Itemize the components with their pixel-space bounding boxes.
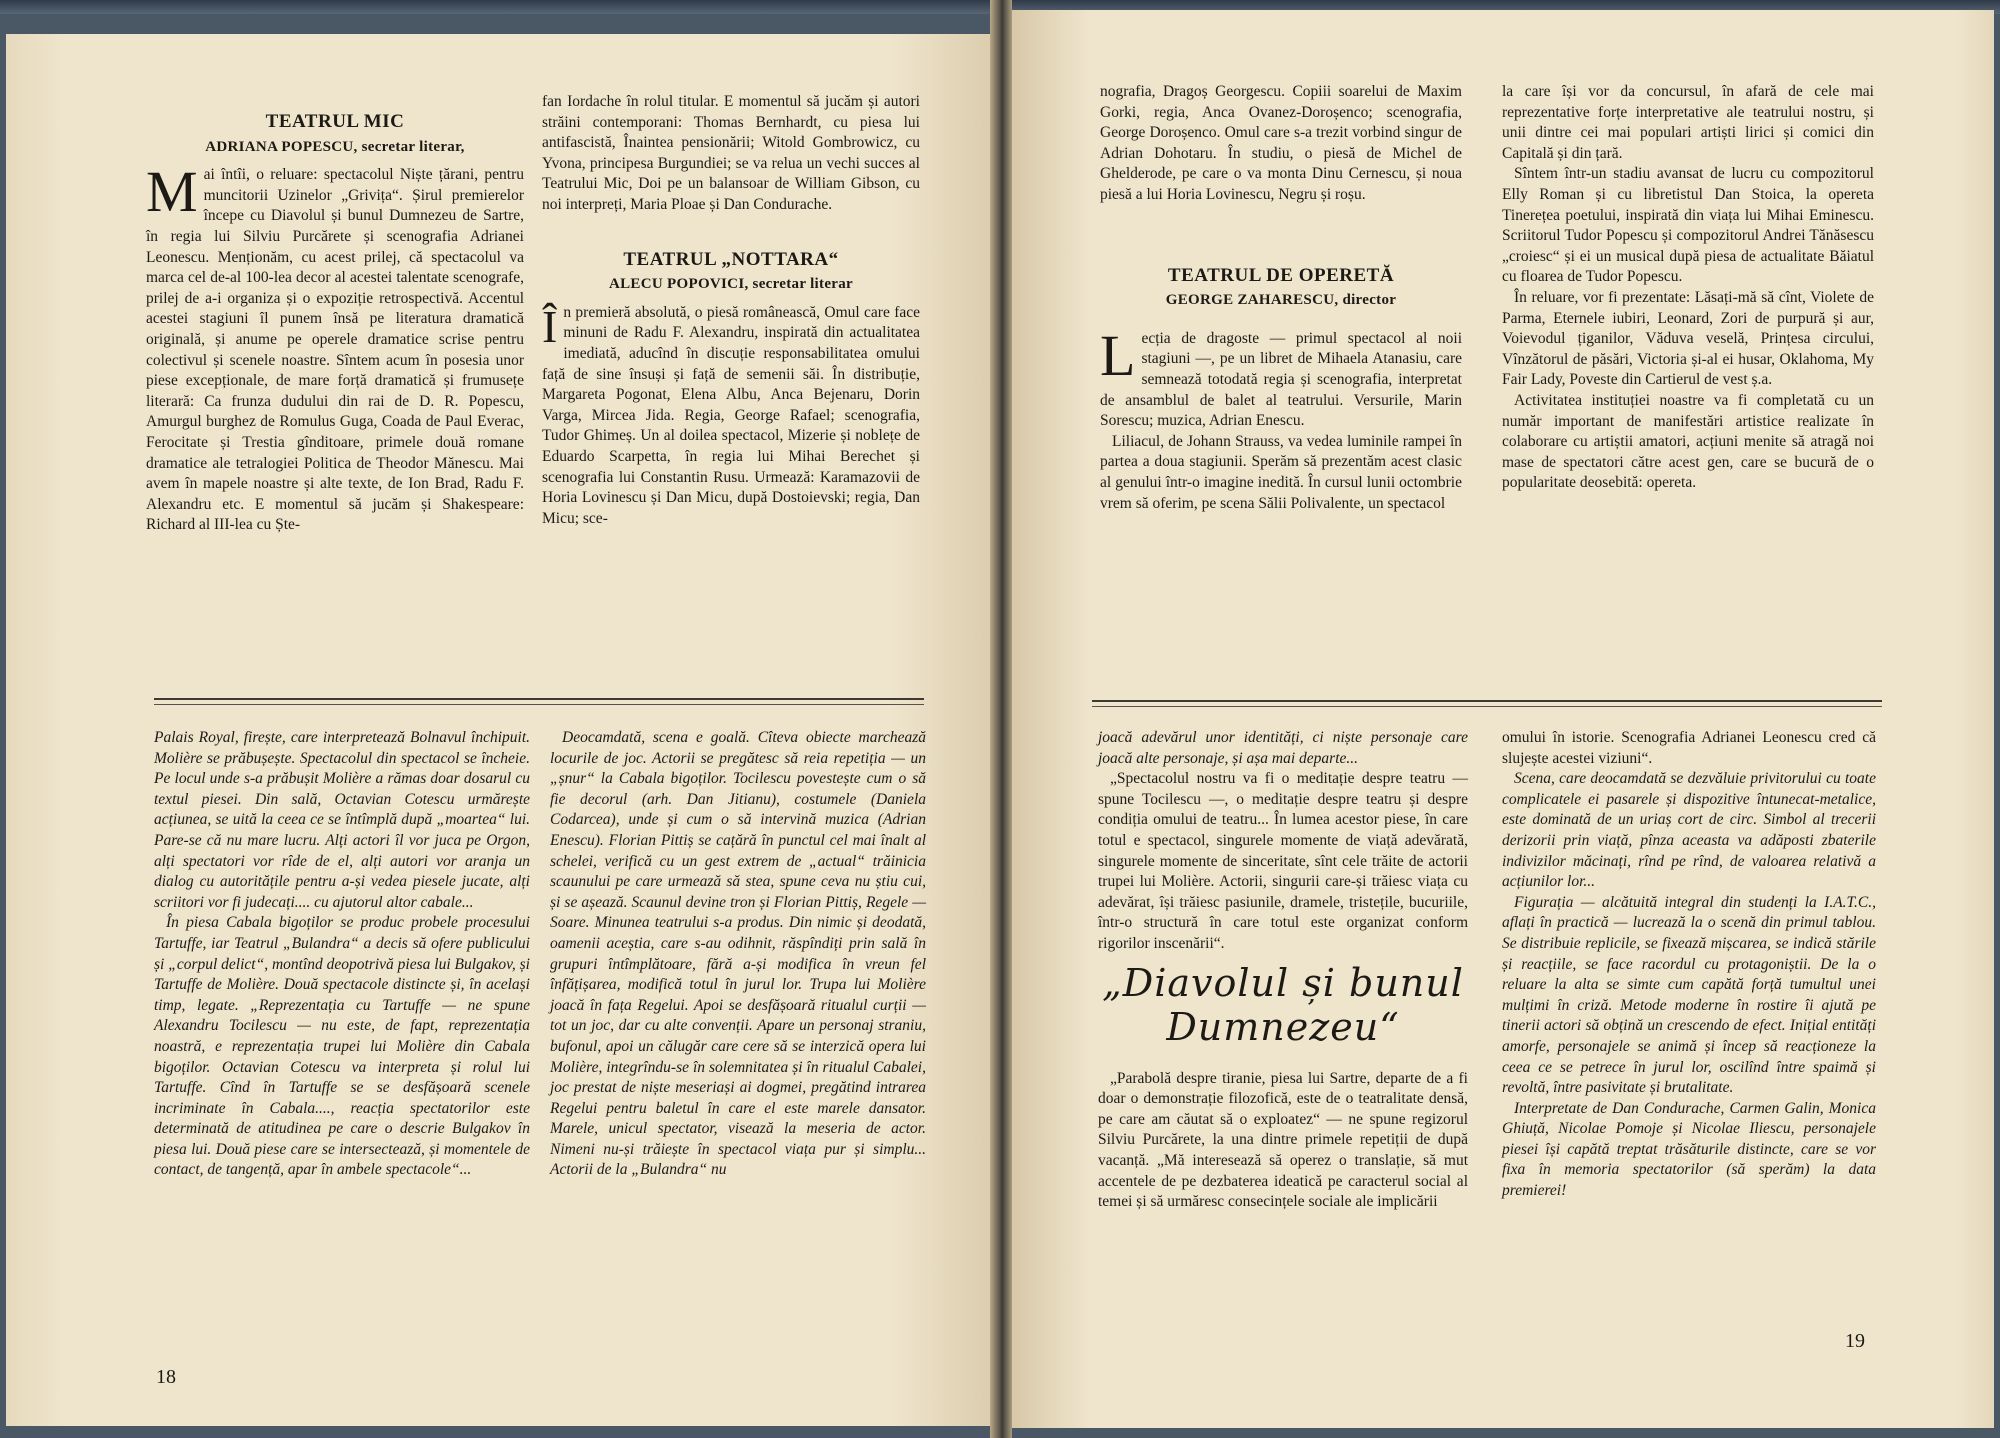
section-heading-nottara: TEATRUL „NOTTARA“ bbox=[623, 248, 839, 270]
article-paragraph: Mai întîi, o reluare: spectacolul Niște țărani, pentru muncitorii Uzinelor „Grivița“. Șirul premierelor începe cu Diavolul și bunul Dumnezeu de Sartre, în regia lui Silviu Purcărete și scenografia Adrianei Leonescu. Menționăm, cu acest prilej, că spectacolul va marca cel de-al 100-lea decor al acestei talentate scenografe, prilej de a-i organiza și o expoziție retrospectivă. Accentul acestei stagiuni îl punem însă pe literatura dramatică originală, și anume pe operele dramatice scrise pentru colectivul și scenele noastre. Sîntem acum în posesia unor piese excepționale, de mare forță dramatică și frumusețe literară: Ca frunza dudului din rai de D. R. Popescu, Amurgul burghez de Romulus Guga, Coada de Paul Everac, Ferocitate și Trestia gînditoare, primele două romane dramatice ale tetralogiei Politica de Theodor Mănescu. Mai avem în mapele noastre și alte texte, de Ion Brad, Radu F. Alexandru etc. E momentul să jucăm și Shakespeare: Richard al III-lea cu Ște- bbox=[146, 159, 524, 534]
section-heading-opereta: TEATRUL DE OPERETĂ bbox=[1167, 264, 1395, 286]
book-gutter bbox=[990, 0, 1012, 1438]
section-byline: ALECU POPOVICI, secretar literar bbox=[609, 276, 853, 293]
bottom-article-column bbox=[154, 728, 530, 1181]
article-paragraph: Lecția de dragoste — primul spectacol al noii stagiuni —, pe un libret de Mihaela Atanasiu, care semnează totodată regia și scenografia, interpretat de ansamblul de balet al teatrului. Versurile, Marin Sorescu; muzica, Adrian Enescu. bbox=[1100, 322, 1462, 430]
article-paragraph: Interpretate de Dan Condurache, Carmen Galin, Monica Ghiuță, Nicolae Pomoje și Nicolae Iliescu, personajele piesei își capătă treptat trăsăturile distincte, care se vor fixa în memoria spectatorilor (să sperăm) la data premierei! bbox=[1502, 1099, 1876, 1200]
dropcap: M bbox=[146, 159, 198, 225]
article-paragraph: „Spectacolul nostru va fi o meditație despre teatru — spune Tocilescu —, o meditație despre teatru și despre condiția omului de teatru... În lumea acestor piese, în care totul e spectacol, singurele momente de viață adevărată, singurele momente de sinceritate, sînt cele trăite de actorii trupei lui Molière. Actorii, singurii care-și trăiesc viața cu adevărat, își trăiesc pasiunile, dramele, tristețile, bucuriile, într-o structură în care totul este organizat conform rigorilor inscenării“. bbox=[1098, 770, 1468, 952]
bottom-article-column bbox=[550, 728, 926, 1181]
article-paragraph: omului în istorie. Scenografia Adrianei Leonescu cred că slujește acestei viziuni“. bbox=[1502, 729, 1876, 767]
article-paragraph: la care își vor da concursul, în afară de cele mai reprezentative forțe interpretative ale teatrului nostru, și unii dintre cei mai populari artiști lirici și comici din Capitală și din țară. bbox=[1502, 83, 1874, 162]
nottara-column bbox=[542, 92, 920, 529]
article-paragraph: nografia, Dragoș Georgescu. Copiii soarelui de Maxim Gorki, regia, Anca Ovanez-Doroșenco; scenografia, George Doroșenco. Omul care s-a trezit vorbind singur de Adrian Dohotaru. În studiu, o piesă de Michel de Ghelderode, pe care o va monta Dinu Cernescu, și noua piesă a lui Horia Lovinescu, Negru și roșu. bbox=[1100, 83, 1462, 203]
dropcap: L bbox=[1100, 322, 1136, 388]
divider-rule bbox=[154, 698, 924, 700]
article-title: „Diavolul și bunul Dumnezeu“ bbox=[1102, 960, 1464, 1049]
article-paragraph: Liliacul, de Johann Strauss, va vedea luminile rampei în partea a doua stagiunii. Sperăm să prezentăm acest clasic al genului într-o imagine inedită. În cursul lunii octombrie vrem să oferim, pe scena Sălii Polivalente, un spectacol bbox=[1100, 432, 1462, 512]
article-paragraph: În premieră absolută, o piesă românească, Omul care face minuni de Radu F. Alexandru, inspirată din actualitatea imediată, aducînd în discuție responsabilitatea omului față de sine însuși și față de semenii săi. În distribuție, Margareta Pogonat, Elena Albu, Anca Bejenaru, Dorin Varga, Mircea Jida. Regia, George Rafael; scenografia, Tudor Ghimeș. Un al doilea spectacol, Mizerie și noblețe de Eduardo Scarpetta, în regia lui Mihai Berechet și scenografia lui Constantin Rusu. Urmează: Karamazovii de Horia Lovinescu și Dan Micu, după Dostoievski; regia, Dan Micu; sce- bbox=[542, 300, 920, 527]
right-top-column-2 bbox=[1502, 82, 1874, 494]
page-number: 19 bbox=[1845, 1330, 1865, 1352]
article-paragraph: Activitatea instituției noastre va fi completată cu un număr important de manifestări artistice realizate în colaborare cu artiștii amatori, acțiuni menite să atragă noi mase de spectatori către acest gen, care se bucură de o popularitate deosebită: opereta. bbox=[1502, 391, 1874, 492]
section-heading-teatrul-mic: TEATRUL MIC bbox=[265, 111, 405, 132]
article-paragraph: Deocamdată, scena e goală. Cîteva obiecte marchează locurile de joc. Actorii se pregătesc să reia repetiția — un „șnur“ la Cabala bigoților. Tocilescu povestește cum o să fie decorul (arh. Dan Jitianu), costumele (Daniela Codarcea), unde și cum o să intervină muzica (Adrian Enescu). Florian Pittiș se cațără în punctul cel mai înalt al schelei, verifică cu un gest extrem de „actual“ trăinicia scaunului pe care urmează să stea, spune ceva nu știu cui, și se așează. Scaunul devine tron și Florian Pittiș, Regele — Soare. Minunea teatrului s-a produs. Din nimic și deodată, oamenii aceștia, care s-au odihnit, răspîndiți prin sală în grupuri întîmplătoare, fără a-și modifica în vreun fel înfățișarea, modifică totul în jurul lor. Trupa lui Molière joacă în fața Regelui. Apoi se desfășoară ritualul curții — tot un joc, dar cu alte convenții. Apare un personaj straniu, bufonul, apoi un călugăr care cere să se interzică opera lui Molière, integrîndu-se în solemnitatea și în ritualul Cabalei, joc prestat de niște meseriași ai dogmei, pregătind intrarea Regelui pentru baletul în care el este marele dansator. Marele, unicul spectator, visează la meseria de actor. Nimeni nu-și trăiește în spectacol viața pur și simplu... Actorii de la „Bulandra“ nu bbox=[550, 729, 926, 1179]
section-byline: ADRIANA POPESCU, secretar literar, bbox=[205, 138, 465, 155]
bottom-article-column bbox=[1098, 728, 1468, 1213]
right-page bbox=[1012, 10, 1994, 1428]
left-page bbox=[6, 34, 990, 1426]
divider-rule bbox=[1092, 700, 1882, 702]
article-paragraph: Sîntem într-un stadiu avansat de lucru cu compozitorul Elly Roman și cu libretistul Dan Stoica, la opereta Tinerețea poetului, inspirată din viața lui Mihai Eminescu. Scriitorul Tudor Popescu și compozitorul Andrei Tănăsescu „croiesc“ și ei un musical după piesa de actualitate Băiatul cu floarea de Tudor Popescu. bbox=[1502, 165, 1874, 286]
bottom-article-column-2 bbox=[1502, 728, 1876, 1202]
right-top-column bbox=[1100, 82, 1462, 514]
article-paragraph: Figurația — alcătuită integral din studenți la I.A.T.C., aflați în practică — lucrează la o scenă din primul tablou. Se distribuie replicile, se fixează mișcarea, se indică stările și reacțiile, se face racordul cu protagoniștii. De la o reluare la alta se simte cum capătă forță tumultul unei mulțimi în criză. Metode moderne în rostire îi ajută pe tinerii actori să obțină un crescendo de efect. Inițial entități amorfe, personajele se animă și încep să reacționeze la ceea ce se petrece în jurul lor, oscilînd între spaimă și revoltă, între pasivitate și brutalitate. bbox=[1502, 893, 1876, 1097]
dropcap: Î bbox=[542, 300, 558, 352]
article-paragraph: fan Iordache în rolul titular. E momentul să jucăm și autori străini contemporani: Thomas Bernhardt, cu piesa lui antifascistă, Înaintea pensionării; Witold Gombrowicz, cu Yvona, principesa Burgundiei; se va relua un vechi succes al Teatrului Mic, Doi pe un balansoar de William Gibson, cu noi interpreți, Maria Ploae și Dan Condurache. bbox=[542, 93, 920, 213]
teatrul-mic-column bbox=[146, 112, 524, 536]
article-paragraph: joacă adevărul unor identități, ci niște personaje care joacă alte personaje, și așa mai departe... bbox=[1098, 729, 1468, 767]
divider-rule bbox=[154, 704, 924, 705]
section-byline: GEORGE ZAHARESCU, director bbox=[1165, 292, 1397, 309]
article-paragraph: Scena, care deocamdată se dezvăluie privitorului cu toate complicatele ei pasarele și dispozitive întunecat-metalice, este dominată de un uriaș cort de circ. Simbol al trecerii derizorii prin viață, pînza aceasta va adăposti zbaterile indivizilor măcinați, rînd pe rînd, de valoarea relativă a acțiunilor lor... bbox=[1502, 770, 1876, 891]
page-number: 18 bbox=[156, 1366, 176, 1388]
article-paragraph: În piesa Cabala bigoților se produc probele procesului Tartuffe, iar Teatrul „Bulandra“ a decis să ofere publicului și „corpul delict“, montînd deopotrivă piesa lui Bulgakov, și Tartuffe de Molière. Două spectacole distincte și, în același timp, legate. „Reprezentația cu Tartuffe — ne spune Alexandru Tocilescu — nu este, de fapt, reprezentația noastră, e reprezentația trupei lui Molière din Cabala bigoților. Octavian Cotescu va interpreta și rolul lui Tartuffe. Cînd în Tartuffe se se desfășoară scenele incriminate în Cabala...., reacția spectatorilor este determinată de atitudinea pe care o descrie Bulgakov în piesa lui. Două piese care se intersectează, și momentele de contact, de tangență, apar în ambele spectacole“... bbox=[154, 914, 530, 1179]
article-paragraph: În reluare, vor fi prezentate: Lăsați-mă să cînt, Violete de Parma, Eternele iubiri, Leonard, Zori de purpură și aur, Voievodul țiganilor, Văduva veselă, Prințesa circului, Vînzătorul de păsări, Victoria și-al ei husar, Oklahoma, My Fair Lady, Poveste din Cartierul de vest ș.a. bbox=[1502, 288, 1874, 389]
divider-rule bbox=[1092, 706, 1882, 707]
article-paragraph: „Parabolă despre tiranie, piesa lui Sartre, departe de a fi doar o demonstrație filozofică, este de o teatralitate densă, pe care am căutat să o exploatez“ — ne spune regizorul Silviu Purcărete, la una dintre primele repetiții de după vacanță. „Mă interesează să operez o translație, să mut accentele de pe dezbaterea ideatică pe caracterul social al temei și să urmăresc consecințele sociale ale implicării bbox=[1098, 1069, 1468, 1211]
article-paragraph: Palais Royal, firește, care interpretează Bolnavul închipuit. Molière se prăbușește. Spectacolul din spectacol se încheie. Pe locul unde s-a prăbușit Molière a rămas doar dosarul cu textul piesei. Din sală, Octavian Cotescu urmărește acțiunea, se uită la ceea ce se întîmplă după „moartea“ lui. Pare-se că nu mare lucru. Alți actori îl vor juca pe Orgon, alți spectatori vor rîde de el, alți autori vor aranja un dialog cu autoritățile pentru a-și vedea piesele jucate, alți scriitori vor fi judecați.... cu ajutorul altor cabale... bbox=[154, 729, 530, 911]
